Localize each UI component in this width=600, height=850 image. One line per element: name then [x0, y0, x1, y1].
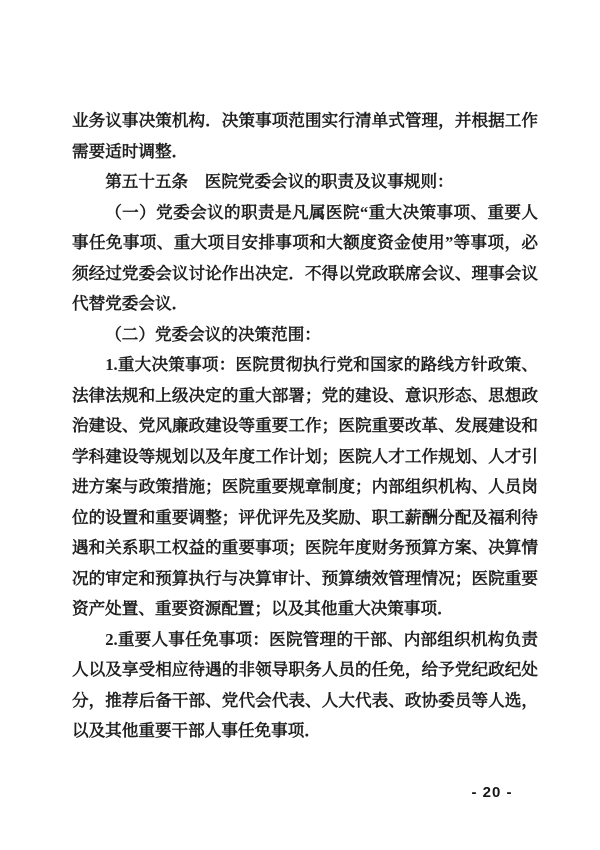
document-text-block: [72, 106, 538, 747]
article-number: 第五十五条: [105, 172, 189, 191]
paragraph-item-1-duties: （一）党委会议的职责是凡属医院“重大决策事项、重要人事任免事项、重大项目安排事项和大额度资金使用”等事项，必须经过党委会议讨论作出决定．不得以党政联席会议、理事会议代替党委会议．: [72, 202, 538, 313]
paragraph-article-55-heading: [72, 167, 538, 198]
paragraph-item-2-scope-heading: （二）党委会议的决策范围：: [105, 324, 321, 344]
paragraph-personnel-appointment-items: 2.重要人事任免事项：医院管理的干部、内部组织机构负责人以及享受相应待遇的非领导职务人员的任免，给予党纪政纪处分，推荐后备干部、党代会代表、人大代表、政协委员等人选，以及其他重要干部人事任免事项．: [72, 629, 538, 740]
article-heading-text: 医院党委会议的职责及议事规则：: [188, 172, 454, 191]
paragraph-continuation: 业务议事决策机构．决策事项范围实行清单式管理，并根据工作需要适时调整．: [72, 111, 538, 161]
page-number: - 20 -: [471, 784, 513, 801]
paragraph-major-decision-items: 1.重大决策事项：医院贯彻执行党和国家的路线方针政策、法律法规和上级决定的重大部署；党的建设、意识形态、思想政治建设、党风廉政建设等重要工作；医院重要改革、发展建设和学科建设等规划以及年度工作计划；医院人才工作规划、人才引进方案与政策措施；医院重要规章制度；内部组织机构、人员岗位的设置和重要调整；评优评先及奖励、职工薪酬分配及福利待遇和关系职工权益的重要事项；医院年度财务预算方案、决算情况的审定和预算执行与决算审计、预算绩效管理情况；医院重要资产处置、重要资源配置；以及其他重大决策事项．: [72, 355, 538, 618]
